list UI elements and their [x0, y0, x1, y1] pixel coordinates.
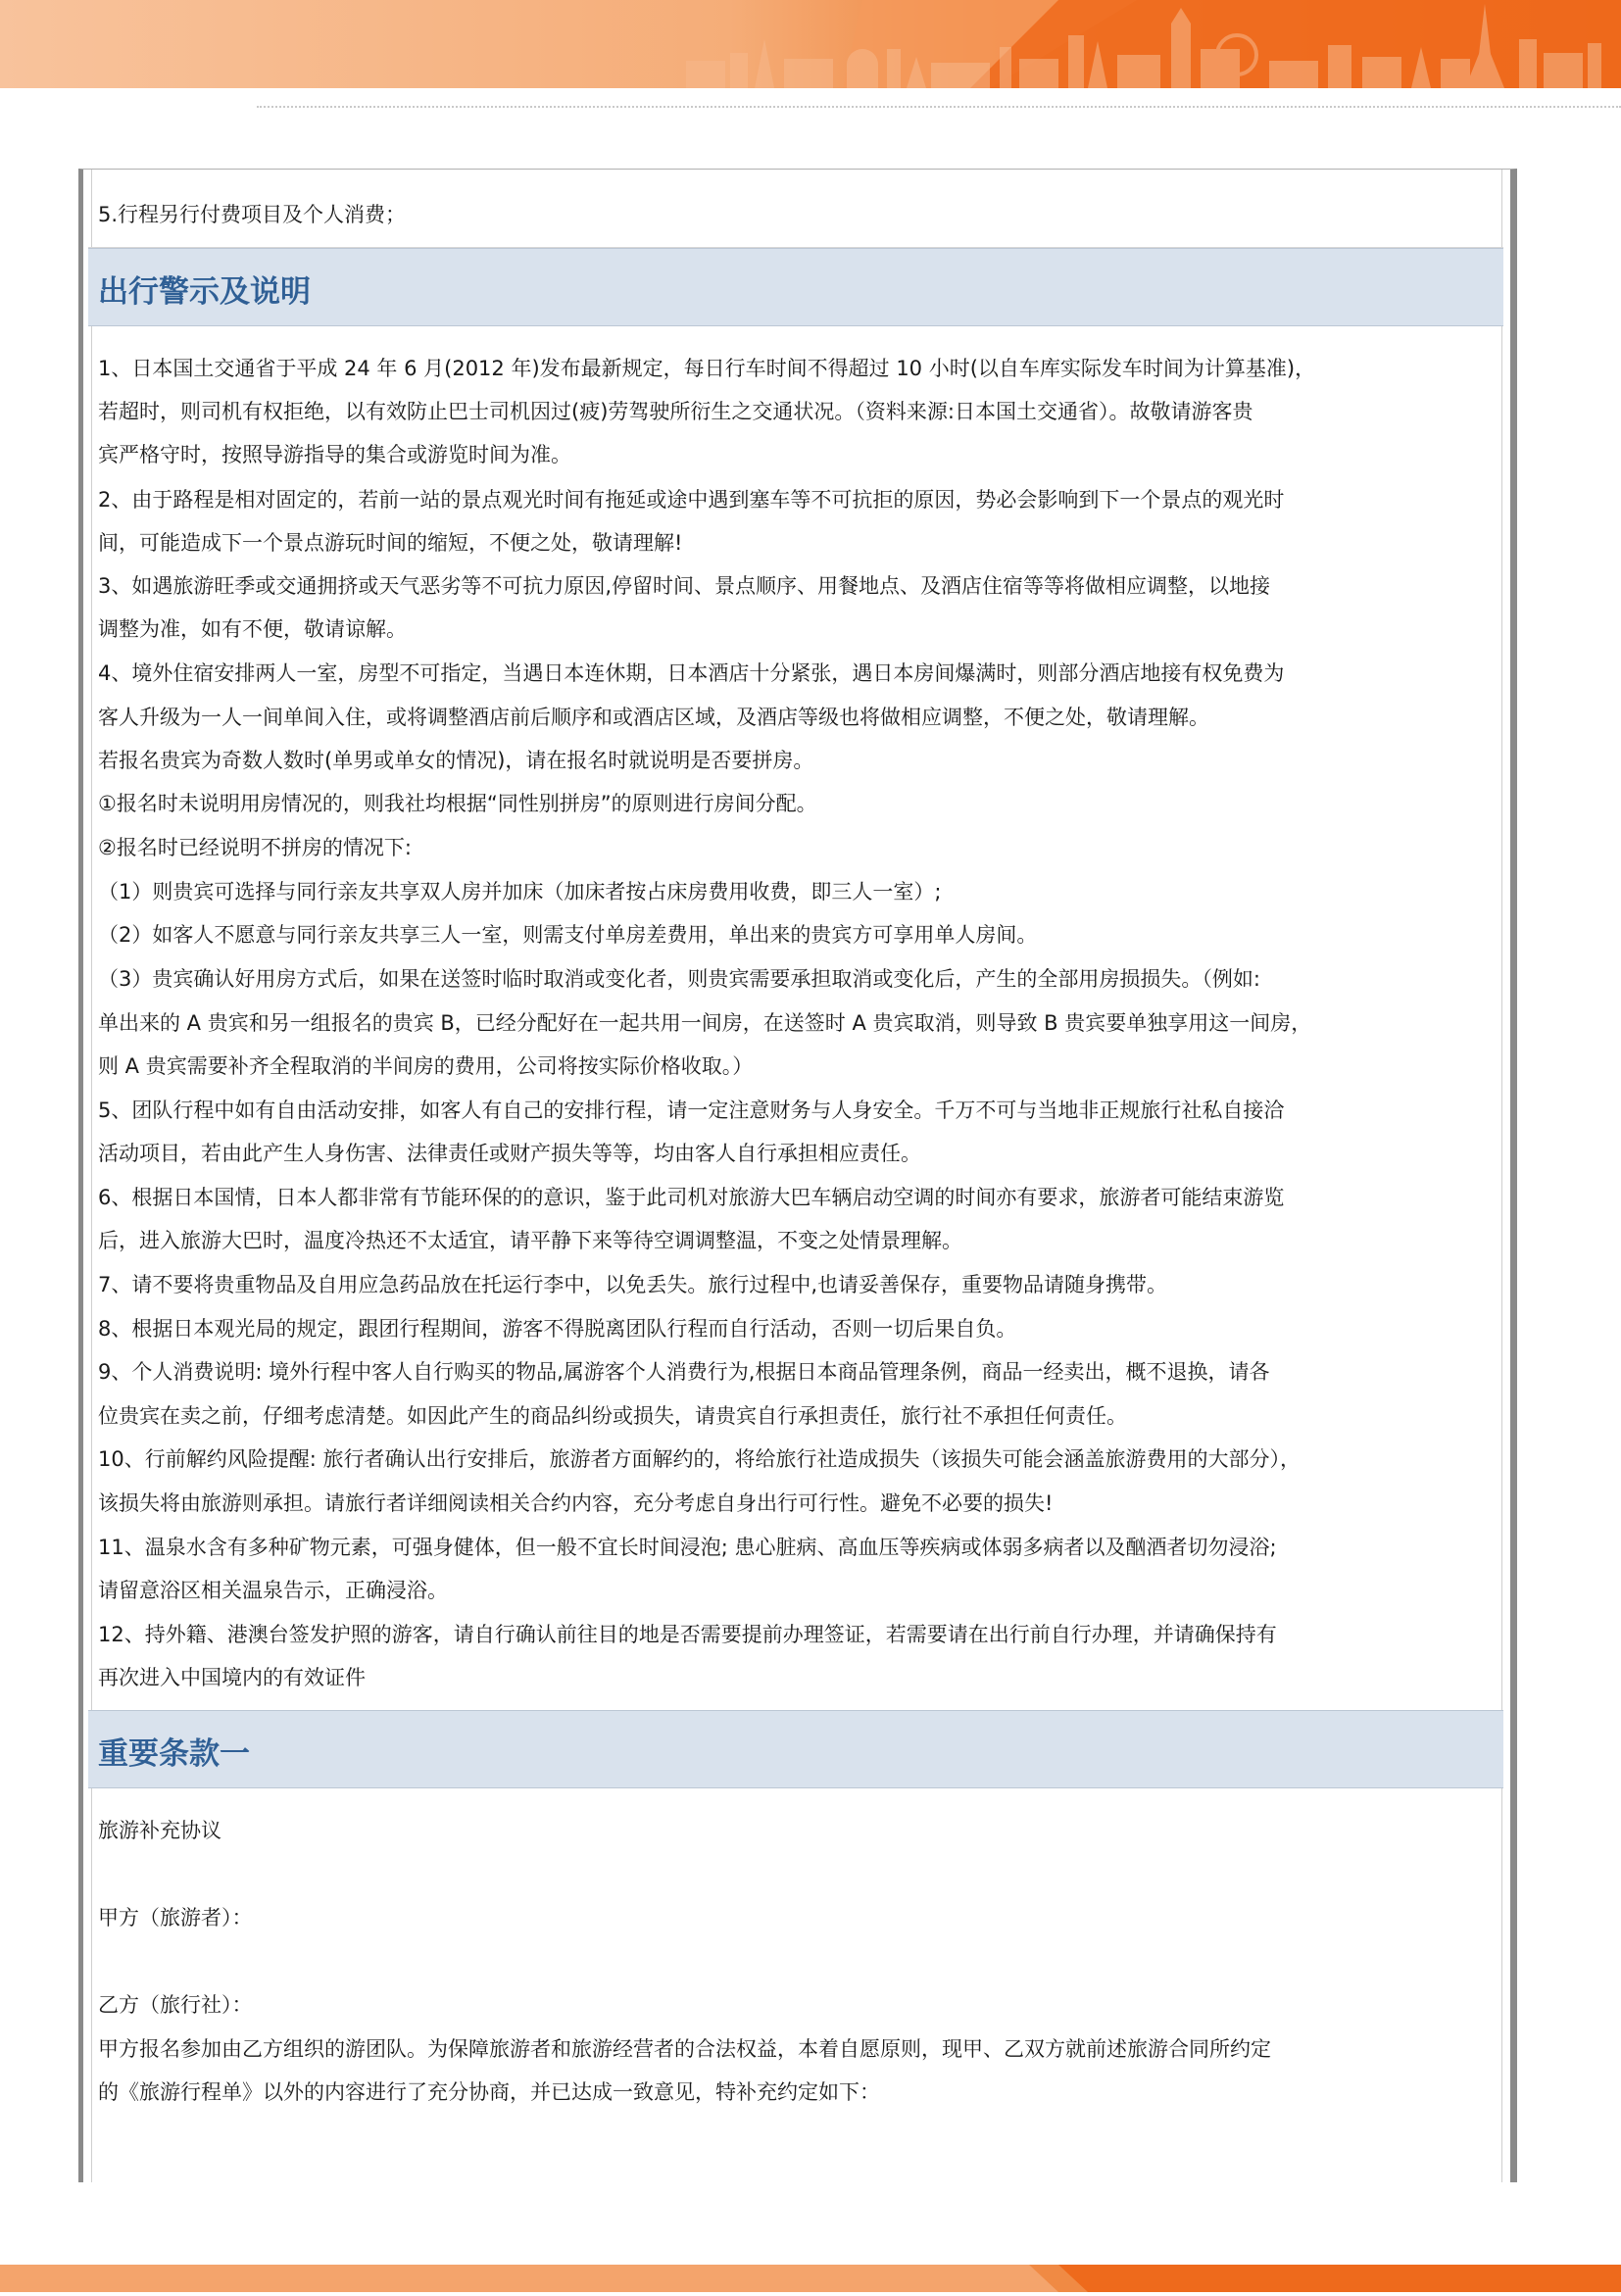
- paragraph-line: 位贵宾在卖之前，仔细考虑清楚。如因此产生的商品纠纷或损失，请贵宾自行承担责任，旅行社不承担任何责任。: [98, 1404, 1127, 1428]
- party-b-label: 乙方（旅行社）：: [98, 1993, 253, 2017]
- paragraph-line: 该损失将由旅游则承担。请旅行者详细阅读相关合约内容，充分考虑自身出行可行性。避免不必要的损失!: [98, 1491, 1054, 1515]
- paragraph-line: 11、温泉水含有多种矿物元素，可强身健体，但一般不宜长时间浸泡; 患心脏病、高血压等疾病或体弱多病者以及酗酒者切勿浸浴;: [98, 1536, 1277, 1559]
- header-dotted-rule: [257, 106, 1621, 108]
- paragraph-line: 调整为准，如有不便，敬请谅解。: [98, 617, 407, 641]
- paragraph-line: 间，可能造成下一个景点游玩时间的缩短，不便之处，敬请理解!: [98, 531, 683, 555]
- paragraph-line: 若超时，则司机有权拒绝，以有效防止巴士司机因过(疲)劳驾驶所衍生之交通状况。（资料来源:日本国土交通省）。故敬请游客贵: [98, 400, 1253, 423]
- party-a-label: 甲方（旅游者）：: [98, 1906, 253, 1930]
- paragraph-line: （3）贵宾确认好用房方式后，如果在送签时临时取消或变化者，则贵宾需要承担取消或变化后，产生的全部用房损损失。（例如:: [98, 967, 1260, 991]
- paragraph-line: 7、请不要将贵重物品及自用应急药品放在托运行李中，以免丢失。旅行过程中,也请妥善保存，重要物品请随身携带。: [98, 1273, 1168, 1296]
- paragraph-line: 12、持外籍、港澳台签发护照的游客，请自行确认前往目的地是否需要提前办理签证，若需要请在出行前自行办理，并请确保持有: [98, 1623, 1277, 1646]
- agreement-title: 旅游补充协议: [98, 1819, 221, 1842]
- paragraph-line: 3、如遇旅游旺季或交通拥挤或天气恶劣等不可抗力原因,停留时间、景点顺序、用餐地点、及酒店住宿等等将做相应调整，以地接: [98, 574, 1271, 598]
- paragraph-line: 10、行前解约风险提醒: 旅行者确认出行安排后，旅游者方面解约的，将给旅行社造成损失（该损失可能会涵盖旅游费用的大部分），: [98, 1447, 1301, 1471]
- section-title: 出行警示及说明: [98, 274, 311, 310]
- paragraph-line: 9、个人消费说明: 境外行程中客人自行购买的物品,属游客个人消费行为,根据日本商品管理条例，商品一经卖出，概不退换，请各: [98, 1360, 1270, 1384]
- paragraph-line: 则 A 贵宾需要补齐全程取消的半间房的费用，公司将按实际价格收取。）: [98, 1054, 754, 1078]
- skyline-banner-graphic: [0, 0, 1621, 88]
- paragraph-line: 请留意浴区相关温泉告示，正确浸浴。: [98, 1579, 448, 1602]
- bottom-banner: [0, 2265, 1621, 2292]
- paragraph-line: 再次进入中国境内的有效证件: [98, 1666, 366, 1689]
- extra-cost-item: 5.行程另行付费项目及个人消费；: [98, 203, 407, 226]
- bottom-banner-graphic: [0, 2265, 1621, 2292]
- agreement-body-line: 甲方报名参加由乙方组织的游团队。为保障旅游者和旅游经营者的合法权益，本着自愿原则，现甲、乙双方就前述旅游合同所约定: [98, 2037, 1271, 2061]
- paragraph-line: 2、由于路程是相对固定的，若前一站的景点观光时间有拖延或途中遇到塞车等不可抗拒的原因，势必会影响到下一个景点的观光时: [98, 488, 1285, 512]
- paragraph-line: 若报名贵宾为奇数人数时(单男或单女的情况)，请在报名时就说明是否要拼房。: [98, 749, 814, 772]
- paragraph-line: 单出来的 A 贵宾和另一组报名的贵宾 B，已经分配好在一起共用一间房，在送签时 A 贵宾取消，则导致 B 贵宾要单独享用这一间房，: [98, 1011, 1312, 1035]
- paragraph-line: 客人升级为一人一间单间入住，或将调整酒店前后顺序和或酒店区域，及酒店等级也将做相应调整，不便之处，敬请理解。: [98, 706, 1209, 729]
- paragraph-line: 8、根据日本观光局的规定，跟团行程期间，游客不得脱离团队行程而自行活动，否则一切后果自负。: [98, 1317, 1017, 1341]
- paragraph-line: 后，进入旅游大巴时，温度冷热还不太适宜，请平静下来等待空调调整温，不变之处情景理解。: [98, 1229, 962, 1252]
- section-header-important-terms: [88, 1710, 1503, 1788]
- paragraph-line: 活动项目，若由此产生人身伤害、法律责任或财产损失等等，均由客人自行承担相应责任。: [98, 1142, 921, 1165]
- paragraph-line: ②报名时已经说明不拼房的情况下:: [98, 836, 412, 859]
- paragraph-line: 1、日本国土交通省于平成 24 年 6 月(2012 年)发布最新规定，每日行车时间不得超过 10 小时(以自车库实际发车时间为计算基准)，: [98, 357, 1316, 380]
- agreement-body-line: 的《旅游行程单》以外的内容进行了充分协商，并已达成一致意见，特补充约定如下：: [98, 2080, 880, 2104]
- top-banner: [0, 0, 1621, 88]
- section-header-travel-warnings: [88, 248, 1503, 326]
- paragraph-line: （1）则贵宾可选择与同行亲友共享双人房并加床（加床者按占床房费用收费，即三人一室）;: [98, 880, 942, 904]
- section-title: 重要条款一: [98, 1736, 250, 1772]
- paragraph-line: 4、境外住宿安排两人一室，房型不可指定，当遇日本连休期，日本酒店十分紧张，遇日本房间爆满时，则部分酒店地接有权免费为: [98, 661, 1285, 685]
- paragraph-line: 宾严格守时，按照导游指导的集合或游览时间为准。: [98, 443, 571, 466]
- paragraph-line: 5、团队行程中如有自由活动安排，如客人有自己的安排行程，请一定注意财务与人身安全。千万不可与当地非正规旅行社私自接洽: [98, 1099, 1285, 1122]
- paragraph-line: （2）如客人不愿意与同行亲友共享三人一室，则需支付单房差费用，单出来的贵宾方可享用单人房间。: [98, 923, 1038, 947]
- paragraph-line: ①报名时未说明用房情况的，则我社均根据“同性别拼房”的原则进行房间分配。: [98, 792, 817, 815]
- paragraph-line: 6、根据日本国情，日本人都非常有节能环保的的意识，鉴于此司机对旅游大巴车辆启动空调的时间亦有要求，旅游者可能结束游览: [98, 1186, 1285, 1209]
